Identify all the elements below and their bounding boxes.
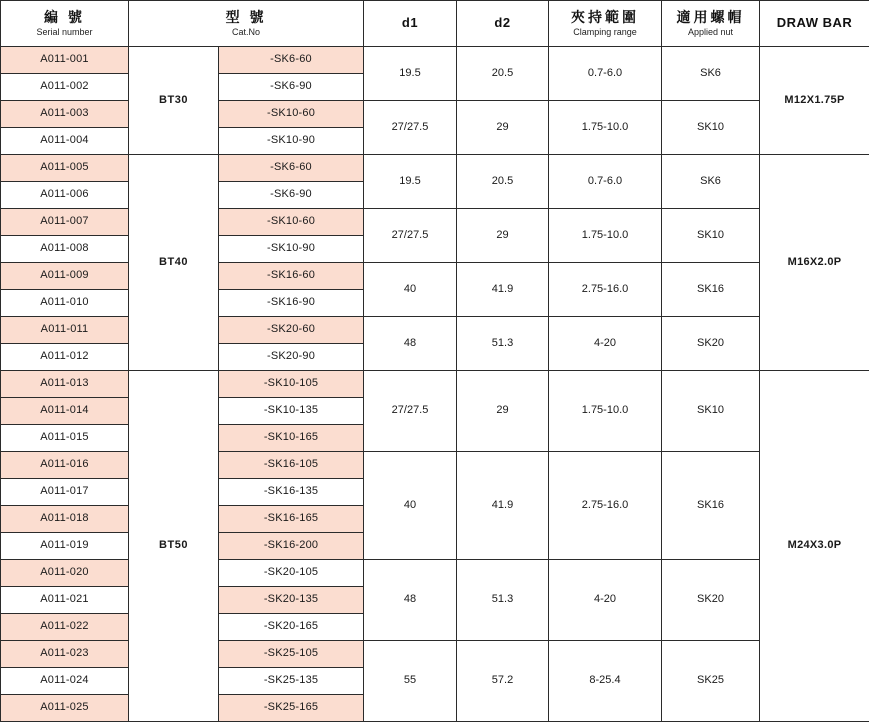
serial-number-cell: A011-024: [1, 668, 129, 695]
header-serial-number: 編 號 Serial number: [1, 1, 129, 47]
header-row: [1, 1, 869, 47]
serial-number-cell: A011-010: [1, 290, 129, 317]
table-row: [1, 47, 869, 74]
applied-nut-cell: SK10: [662, 371, 760, 452]
serial-number-cell: A011-020: [1, 560, 129, 587]
taper-group-cell: BT50: [129, 371, 219, 722]
catalog-number-cell: -SK20-165: [219, 614, 364, 641]
d1-cell: 55: [364, 641, 457, 722]
catalog-number-cell: -SK10-90: [219, 128, 364, 155]
clamping-range-cell: 8-25.4: [549, 641, 662, 722]
d2-cell: 29: [457, 101, 549, 155]
catalog-number-cell: -SK10-135: [219, 398, 364, 425]
applied-nut-cell: SK6: [662, 155, 760, 209]
serial-number-cell: A011-018: [1, 506, 129, 533]
catalog-number-cell: -SK16-105: [219, 452, 364, 479]
serial-number-cell: A011-023: [1, 641, 129, 668]
table-header: [1, 1, 869, 47]
d2-cell: 41.9: [457, 452, 549, 560]
clamping-range-cell: 1.75-10.0: [549, 209, 662, 263]
serial-number-cell: A011-003: [1, 101, 129, 128]
catalog-number-cell: -SK6-60: [219, 155, 364, 182]
clamping-range-cell: 4-20: [549, 560, 662, 641]
serial-number-cell: A011-012: [1, 344, 129, 371]
catalog-number-cell: -SK20-60: [219, 317, 364, 344]
d2-cell: 51.3: [457, 560, 549, 641]
applied-nut-cell: SK16: [662, 452, 760, 560]
serial-number-cell: A011-016: [1, 452, 129, 479]
table-row: [1, 155, 869, 182]
catalog-number-cell: -SK16-90: [219, 290, 364, 317]
catalog-number-cell: -SK6-90: [219, 182, 364, 209]
d2-cell: 20.5: [457, 47, 549, 101]
catalog-number-cell: -SK6-90: [219, 74, 364, 101]
table-row: [1, 371, 869, 398]
d1-cell: 27/27.5: [364, 101, 457, 155]
applied-nut-cell: SK20: [662, 317, 760, 371]
serial-number-cell: A011-005: [1, 155, 129, 182]
header-d1: d1: [364, 1, 457, 47]
draw-bar-cell: M16X2.0P: [760, 155, 869, 371]
serial-number-cell: A011-019: [1, 533, 129, 560]
serial-number-cell: A011-006: [1, 182, 129, 209]
catalog-number-cell: -SK10-105: [219, 371, 364, 398]
catalog-number-cell: -SK25-165: [219, 695, 364, 722]
serial-number-cell: A011-001: [1, 47, 129, 74]
d2-cell: 20.5: [457, 155, 549, 209]
applied-nut-cell: SK10: [662, 209, 760, 263]
applied-nut-cell: SK10: [662, 101, 760, 155]
header-catalog-number: 型 號 Cat.No: [129, 1, 364, 47]
applied-nut-cell: SK20: [662, 560, 760, 641]
d1-cell: 27/27.5: [364, 371, 457, 452]
catalog-number-cell: -SK6-60: [219, 47, 364, 74]
clamping-range-cell: 2.75-16.0: [549, 452, 662, 560]
applied-nut-cell: SK6: [662, 47, 760, 101]
serial-number-cell: A011-025: [1, 695, 129, 722]
taper-group-cell: BT40: [129, 155, 219, 371]
catalog-number-cell: -SK10-90: [219, 236, 364, 263]
serial-number-cell: A011-022: [1, 614, 129, 641]
header-applied-nut: 適用螺帽 Applied nut: [662, 1, 760, 47]
d1-cell: 48: [364, 560, 457, 641]
serial-number-cell: A011-017: [1, 479, 129, 506]
d2-cell: 29: [457, 209, 549, 263]
catalog-number-cell: -SK16-165: [219, 506, 364, 533]
clamping-range-cell: 1.75-10.0: [549, 371, 662, 452]
d2-cell: 51.3: [457, 317, 549, 371]
table-body: [1, 47, 869, 722]
d1-cell: 40: [364, 452, 457, 560]
serial-number-cell: A011-013: [1, 371, 129, 398]
clamping-range-cell: 2.75-16.0: [549, 263, 662, 317]
header-clamping-range: 夾持範圍 Clamping range: [549, 1, 662, 47]
d1-cell: 27/27.5: [364, 209, 457, 263]
serial-number-cell: A011-004: [1, 128, 129, 155]
applied-nut-cell: SK16: [662, 263, 760, 317]
catalog-number-cell: -SK25-135: [219, 668, 364, 695]
d2-cell: 29: [457, 371, 549, 452]
catalog-number-cell: -SK16-135: [219, 479, 364, 506]
draw-bar-cell: M24X3.0P: [760, 371, 869, 722]
clamping-range-cell: 0.7-6.0: [549, 47, 662, 101]
clamping-range-cell: 0.7-6.0: [549, 155, 662, 209]
serial-number-cell: A011-015: [1, 425, 129, 452]
catalog-number-cell: -SK20-90: [219, 344, 364, 371]
d1-cell: 19.5: [364, 155, 457, 209]
d2-cell: 41.9: [457, 263, 549, 317]
catalog-number-cell: -SK20-135: [219, 587, 364, 614]
taper-group-cell: BT30: [129, 47, 219, 155]
clamping-range-cell: 4-20: [549, 317, 662, 371]
serial-number-cell: A011-007: [1, 209, 129, 236]
serial-number-cell: A011-009: [1, 263, 129, 290]
d2-cell: 57.2: [457, 641, 549, 722]
serial-number-cell: A011-014: [1, 398, 129, 425]
serial-number-cell: A011-021: [1, 587, 129, 614]
draw-bar-cell: M12X1.75P: [760, 47, 869, 155]
clamping-range-cell: 1.75-10.0: [549, 101, 662, 155]
catalog-number-cell: -SK10-60: [219, 101, 364, 128]
applied-nut-cell: SK25: [662, 641, 760, 722]
header-d2: d2: [457, 1, 549, 47]
serial-number-cell: A011-011: [1, 317, 129, 344]
d1-cell: 48: [364, 317, 457, 371]
catalog-number-cell: -SK16-60: [219, 263, 364, 290]
header-draw-bar: DRAW BAR: [760, 1, 869, 47]
catalog-number-cell: -SK25-105: [219, 641, 364, 668]
catalog-number-cell: -SK10-60: [219, 209, 364, 236]
catalog-number-cell: -SK10-165: [219, 425, 364, 452]
catalog-number-cell: -SK20-105: [219, 560, 364, 587]
d1-cell: 19.5: [364, 47, 457, 101]
catalog-number-cell: -SK16-200: [219, 533, 364, 560]
d1-cell: 40: [364, 263, 457, 317]
serial-number-cell: A011-008: [1, 236, 129, 263]
serial-number-cell: A011-002: [1, 74, 129, 101]
